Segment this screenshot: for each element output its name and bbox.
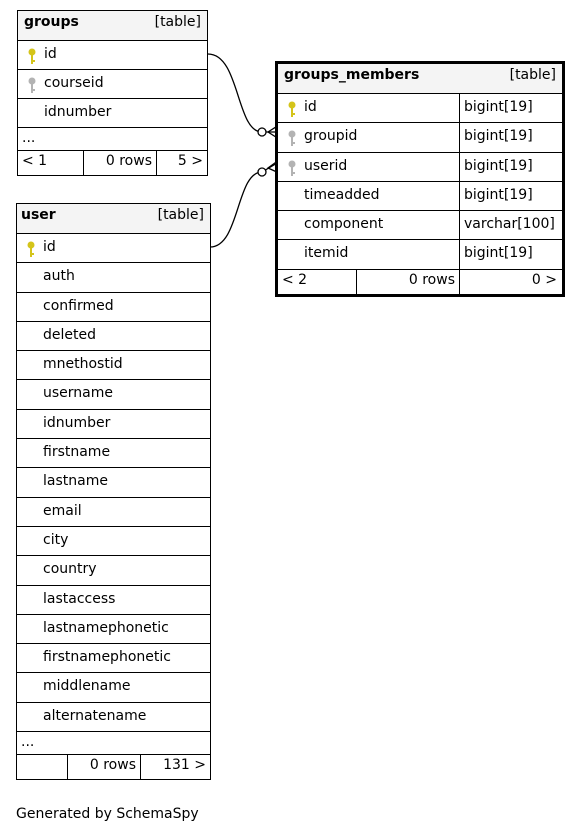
column-name: middlename [43,678,131,695]
column-name: id [44,46,57,62]
column-row-component[interactable] [278,211,562,240]
column-row-timeadded[interactable] [278,182,562,211]
groups-members-column-list [278,94,562,270]
column-row-username[interactable] [17,380,210,409]
column-row-confirmed[interactable] [17,293,210,322]
table-kind: [table] [509,67,556,83]
table-header [278,64,562,94]
table-footer [18,151,207,175]
column-row-lastname[interactable] [17,468,210,497]
column-row-country[interactable] [17,556,210,585]
column-row-mnethostid[interactable] [17,351,210,380]
children-count[interactable] [156,151,208,175]
rows-count [356,270,460,294]
column-type: varchar[100] [464,216,555,233]
column-row-itemid[interactable] [278,240,562,269]
column-name: idnumber [43,414,111,431]
column-name: id [43,239,56,255]
table-kind: [table] [157,207,204,223]
rows-count-text: 0 rows [105,153,152,169]
column-row-auth[interactable] [17,263,210,292]
column-row-lastnamephonetic[interactable] [17,615,210,644]
children-count[interactable] [459,270,562,294]
column-row-firstname[interactable] [17,439,210,468]
children-count-text: 0 > [531,271,557,288]
column-row-email[interactable] [17,498,210,527]
column-name: idnumber [44,104,112,120]
table-kind: [table] [154,14,201,30]
more-columns-indicator[interactable] [17,732,210,755]
column-name: country [43,561,97,578]
foreign-key-icon [286,159,298,177]
table-header [17,204,210,234]
table-footer [278,270,562,294]
column-name: mnethostid [43,356,123,373]
column-row-alternatename[interactable] [17,703,210,732]
schemaspy-credit: Generated by SchemaSpy [16,806,199,822]
column-name: deleted [43,326,96,343]
column-name: auth [43,268,75,285]
table-groups-members[interactable] [275,61,565,297]
column-type: bigint[19] [464,186,533,203]
table-groups[interactable] [17,10,208,176]
column-row-id[interactable] [17,234,210,263]
column-row-id[interactable] [18,41,207,70]
children-count[interactable] [140,755,211,779]
column-row-id[interactable] [278,94,562,123]
children-count-text: 5 > [177,153,203,169]
column-name: email [43,502,82,519]
children-count-text: 131 > [163,757,206,774]
ellipsis-text: ... [21,734,35,751]
column-row-deleted[interactable] [17,322,210,351]
link-userid-to-user-id [210,162,279,247]
primary-key-icon [26,47,38,65]
table-name: user [21,207,56,223]
column-name: firstname [43,444,111,461]
parents-count[interactable] [17,755,67,779]
column-name: lastaccess [43,590,116,607]
column-type: bigint[19] [464,157,533,174]
column-row-firstnamephonetic[interactable] [17,644,210,673]
column-type: bigint[19] [464,99,533,115]
column-type-cell [459,123,562,151]
column-name: userid [304,157,348,174]
column-name: firstnamephonetic [43,649,171,666]
parents-count[interactable] [278,270,356,294]
parents-count[interactable] [18,151,83,175]
user-column-list [17,234,210,732]
column-row-userid[interactable] [278,153,562,182]
column-name: alternatename [43,707,147,724]
column-row-lastaccess[interactable] [17,586,210,615]
table-user[interactable] [16,203,211,780]
link-userid-optional-marker [258,168,266,176]
column-type-cell [459,153,562,181]
rows-count [67,755,141,779]
column-type-cell [459,211,562,239]
column-name: lastname [43,473,108,490]
foreign-key-icon [26,76,38,94]
column-name: id [304,99,317,115]
primary-key-icon [25,240,37,258]
column-name: username [43,385,113,402]
table-name: groups [24,14,79,30]
table-footer [17,755,210,779]
column-name: component [304,216,384,233]
column-type-cell [459,240,562,268]
column-row-idnumber[interactable] [17,410,210,439]
parents-count-text: < 2 [282,271,308,288]
link-groupid-to-groups-id [208,54,280,132]
rows-count [83,151,157,175]
column-type-cell [459,182,562,210]
column-row-groupid[interactable] [278,123,562,152]
primary-key-icon [286,100,298,118]
more-columns-indicator[interactable] [18,128,207,151]
rows-count-text: 0 rows [408,271,455,288]
table-name: groups_members [284,67,420,83]
column-name: lastnamephonetic [43,619,169,636]
column-name: timeadded [304,186,380,203]
column-name: confirmed [43,297,114,314]
rows-count-text: 0 rows [89,757,136,774]
column-name: itemid [304,245,349,262]
column-row-middlename[interactable] [17,673,210,702]
column-name: courseid [44,75,104,91]
ellipsis-text: ... [22,130,36,146]
column-row-idnumber[interactable] [18,99,207,128]
column-type: bigint[19] [464,245,533,262]
column-type-cell [459,94,562,122]
link-groupid-optional-marker [258,128,266,136]
foreign-key-icon [286,129,298,147]
column-type: bigint[19] [464,128,533,145]
column-row-courseid[interactable] [18,70,207,99]
parents-count-text: < 1 [22,153,48,169]
column-name: city [43,531,69,548]
column-name: groupid [304,128,358,145]
column-row-city[interactable] [17,527,210,556]
table-header [18,11,207,41]
